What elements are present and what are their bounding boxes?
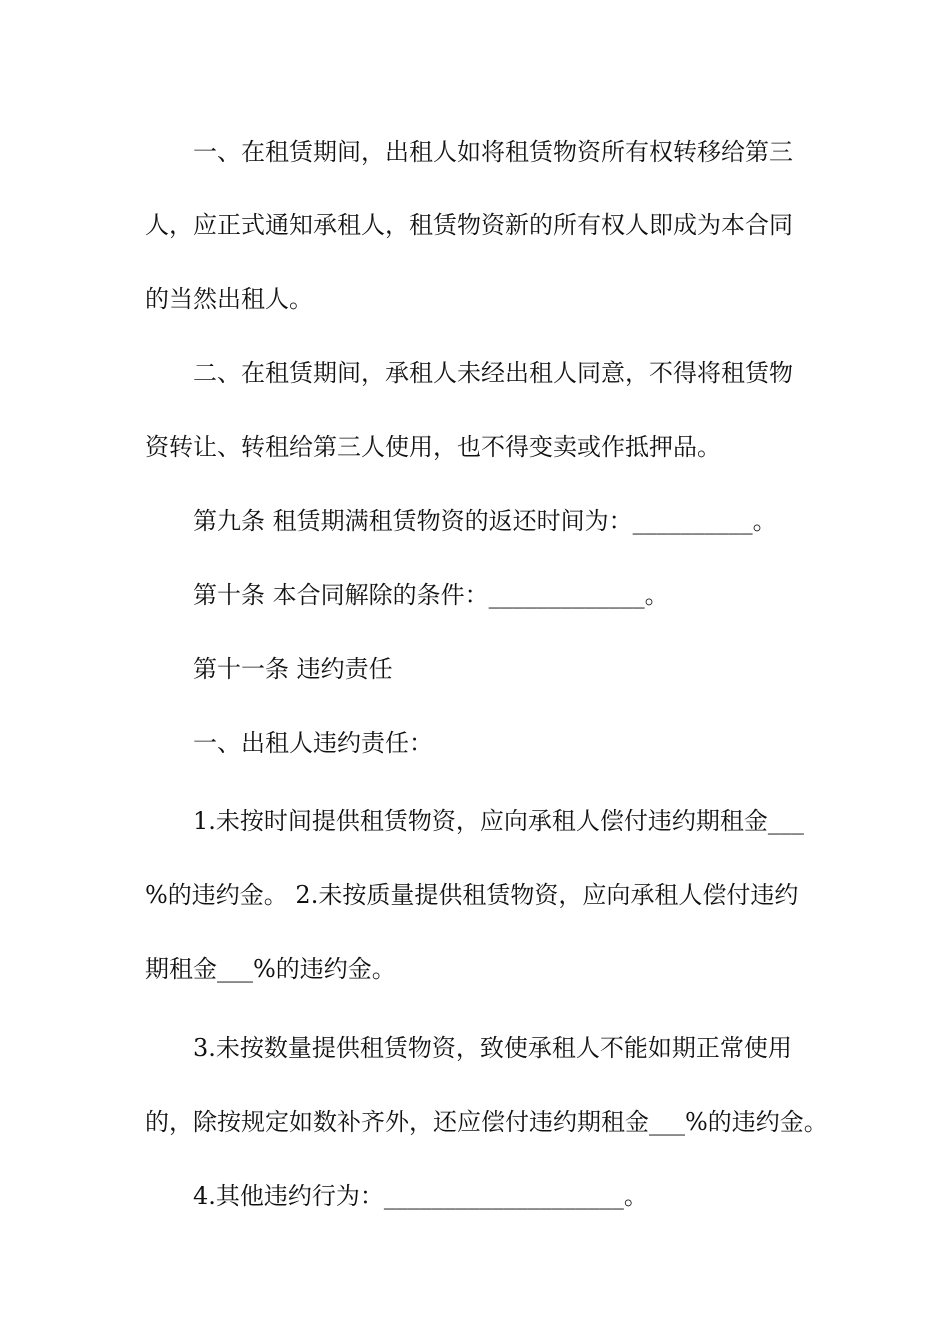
article-9-line: 第九条 租赁期满租赁物资的返还时间为：__________。 (193, 507, 777, 535)
paragraph-line: 的，除按规定如数补齐外，还应偿付违约期租金___%的违约金。 (145, 1108, 828, 1136)
paragraph-line: 1.未按时间提供租赁物资，应向承租人偿付违约期租金___ (193, 807, 804, 835)
section-heading: 一、出租人违约责任： (193, 729, 433, 757)
paragraph-line: 3.未按数量提供租赁物资，致使承租人不能如期正常使用 (193, 1034, 792, 1062)
paragraph-line: 一、在租赁期间，出租人如将租赁物资所有权转移给第三 (193, 138, 793, 166)
paragraph-line: 的当然出租人。 (145, 285, 313, 313)
paragraph-line: 二、在租赁期间，承租人未经出租人同意，不得将租赁物 (193, 359, 793, 387)
paragraph-line: %的违约金。 2.未按质量提供租赁物资，应向承租人偿付违约 (145, 881, 799, 909)
paragraph-line: 资转让、转租给第三人使用，也不得变卖或作抵押品。 (145, 433, 721, 461)
article-11-heading: 第十一条 违约责任 (193, 655, 393, 683)
article-10-line: 第十条 本合同解除的条件：_____________。 (193, 581, 669, 609)
paragraph-line: 期租金___%的违约金。 (145, 955, 396, 983)
paragraph-line: 4.其他违约行为：____________________。 (193, 1182, 648, 1210)
paragraph-line: 人，应正式通知承租人，租赁物资新的所有权人即成为本合同 (145, 211, 793, 239)
